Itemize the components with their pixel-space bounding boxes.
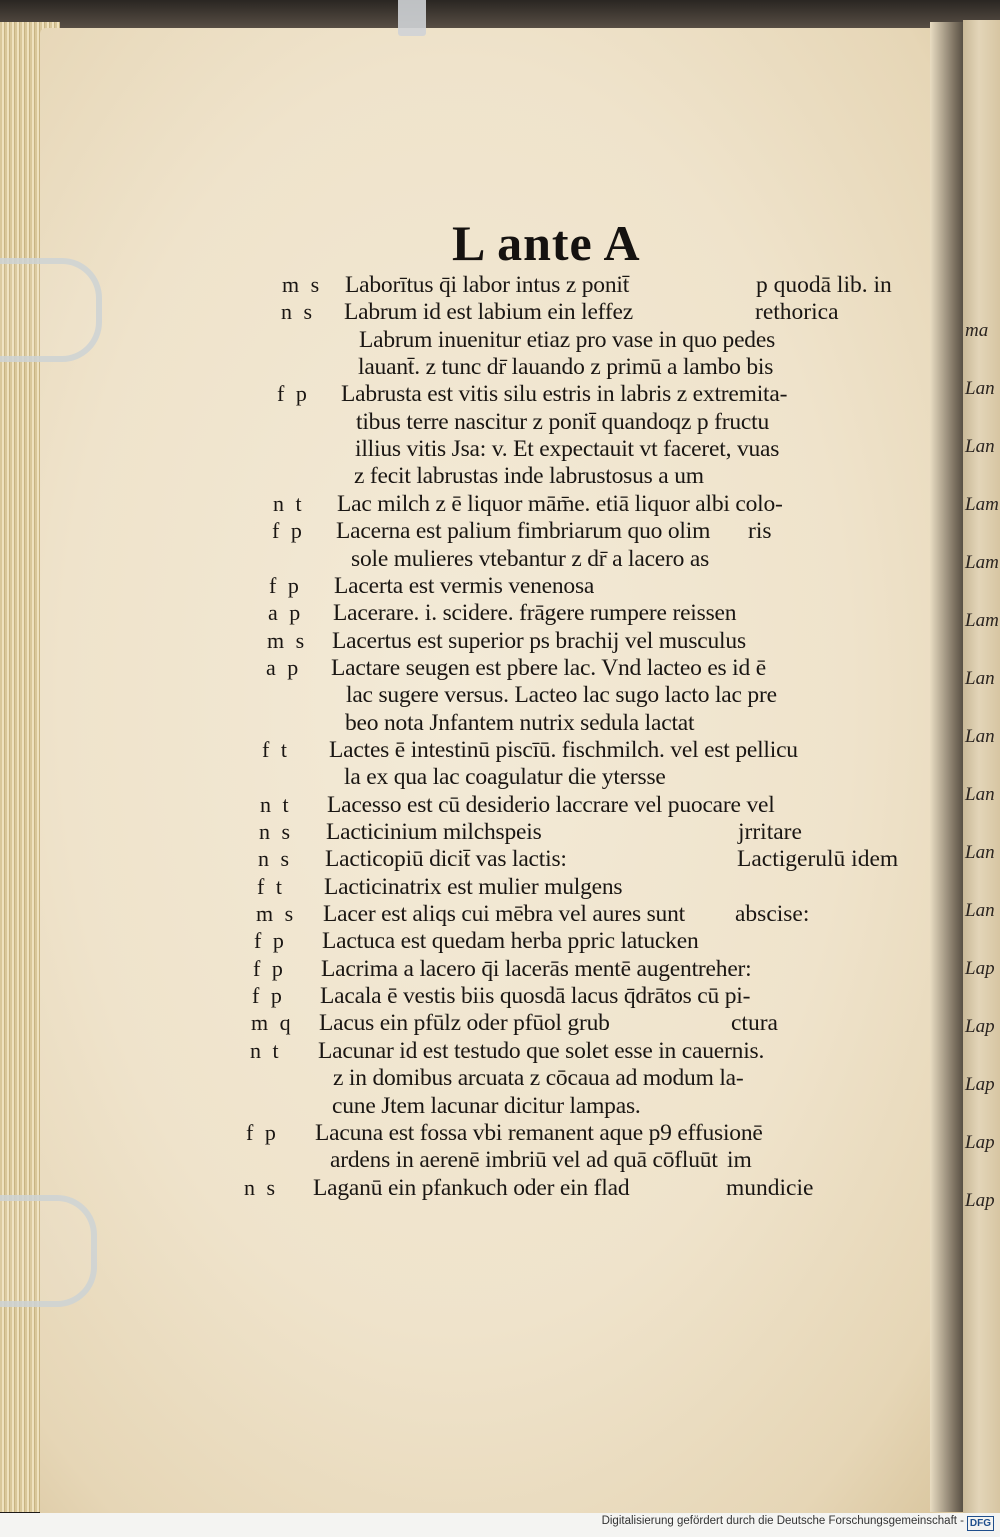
adjacent-page-text: Lap <box>965 958 995 979</box>
entry-text: Lacrima a lacero q̄i lacerās mentē augentreher: <box>321 956 752 982</box>
entry-text: Lactare seugen est pbere lac. Vnd lacteo es id ē <box>331 655 766 681</box>
margin-word: mundicie <box>726 1175 814 1201</box>
grammar-code: f p <box>272 518 305 543</box>
margin-word: abscise: <box>735 901 810 927</box>
entry-text: la ex qua lac coagulatur die ytersse <box>344 764 666 790</box>
page-clip-top <box>0 258 102 362</box>
entry-text: Lacerta est vermis venenosa <box>334 573 595 599</box>
grammar-code: f p <box>254 928 287 953</box>
entry-text: Lac milch z ē liquor mām̄e. etiā liquor albi colo- <box>337 491 783 517</box>
page-heading: L ante A <box>452 215 641 271</box>
adjacent-page-text: Lap <box>965 1132 995 1153</box>
entry-text: Labrum inuenitur etiaz pro vase in quo pedes <box>359 327 776 353</box>
adjacent-page-text: Lap <box>965 1074 995 1095</box>
entry-text: Lacesso est cū desiderio laccrare vel puocare vel <box>327 792 775 818</box>
margin-word: im <box>727 1147 752 1173</box>
entry-text: Lacerna est palium fimbriarum quo olim <box>336 518 711 544</box>
grammar-code: n s <box>281 299 316 324</box>
grammar-code: f t <box>257 874 285 899</box>
adjacent-page-text: ma <box>965 320 989 341</box>
entry-text: cune Jtem lacunar dicitur lampas. <box>332 1093 641 1119</box>
grammar-code: m s <box>256 901 297 926</box>
adjacent-page-text: Lan <box>965 378 995 399</box>
entry-text: Lacertus est superior ps brachij vel musculus <box>332 628 746 654</box>
adjacent-page-text: Lan <box>965 436 995 457</box>
entry-text: Labrum id est labium ein leffez <box>344 299 633 325</box>
margin-word: ctura <box>731 1010 778 1036</box>
adjacent-page-text: Lan <box>965 842 995 863</box>
grammar-code: n t <box>273 491 305 516</box>
grammar-code: n t <box>250 1038 282 1063</box>
adjacent-page-text: Lap <box>965 1190 995 1211</box>
grammar-code: n s <box>259 819 294 844</box>
grammar-code: n s <box>244 1175 279 1200</box>
adjacent-page-text: Lap <box>965 1016 995 1037</box>
margin-word: jrritare <box>738 819 802 845</box>
entry-text: z in domibus arcuata z cōcaua ad modum la- <box>333 1065 744 1091</box>
grammar-code: a p <box>266 655 302 680</box>
adjacent-page-text: Lan <box>965 784 995 805</box>
dfg-logo: DFG <box>967 1516 994 1531</box>
page-clip-bottom <box>0 1195 97 1307</box>
entry-text: Lactes ē intestinū piscīū. fischmilch. vel est pellicu <box>329 737 798 763</box>
adjacent-page-text: Lam <box>965 610 999 631</box>
entry-text: illius vitis Jsa: v. Et expectauit vt faceret, vuas <box>355 436 780 462</box>
grammar-code: a p <box>268 600 304 625</box>
entry-text: sole mulieres vtebantur z dr̄ a lacero as <box>351 546 710 572</box>
adjacent-page <box>963 20 1000 1515</box>
margin-word: rethorica <box>755 299 839 325</box>
entry-text: Lacer est aliqs cui mēbra vel aures sunt <box>323 901 685 927</box>
adjacent-page-text: Lan <box>965 900 995 921</box>
entry-text: lauant̄. z tunc dr̄ lauando z primū a lambo bis <box>358 354 774 380</box>
entry-text: Lacala ē vestis biis quosdā lacus q̄drātos cū pi- <box>320 983 751 1009</box>
entry-text: Lacticinatrix est mulier mulgens <box>324 874 623 900</box>
entry-text: beo nota Jnfantem nutrix sedula lactat <box>345 710 695 736</box>
grammar-code: m s <box>267 628 308 653</box>
adjacent-page-text: Lam <box>965 552 999 573</box>
grammar-code: f p <box>277 381 310 406</box>
margin-word: ris <box>748 518 772 544</box>
entry-text: Lacticopiū dicit̄ vas lactis: <box>325 846 567 872</box>
margin-word: p quodā lib. in <box>756 272 892 298</box>
grammar-code: f p <box>269 573 302 598</box>
entry-text: lac sugere versus. Lacteo lac sugo lacto lac pre <box>346 682 777 708</box>
entry-text: Lactuca est quedam herba ppric latucken <box>322 928 699 954</box>
entry-text: tibus terre nascitur z ponit̄ quandoqz p fructu <box>356 409 770 435</box>
entry-text: Lacerare. i. scidere. frāgere rumpere reissen <box>333 600 737 626</box>
entry-text: Laganū ein pfankuch oder ein flad <box>313 1175 630 1201</box>
grammar-code: m s <box>282 272 323 297</box>
adjacent-page-text: Lan <box>965 668 995 689</box>
grammar-code: m q <box>251 1010 294 1035</box>
adjacent-page-text: Lan <box>965 726 995 747</box>
entry-text: Lacuna est fossa vbi remanent aque p9 effusionē <box>315 1120 763 1146</box>
book-top-edge <box>0 0 1000 30</box>
grammar-code: n t <box>260 792 292 817</box>
adjacent-page-text: Lam <box>965 494 999 515</box>
footer-bar <box>0 1513 1000 1537</box>
entry-text: ardens in aerenē imbriū vel ad quā cōfluūt <box>330 1147 718 1173</box>
grammar-code: f t <box>262 737 290 762</box>
bookmark-tab <box>398 0 426 36</box>
entry-text: Lacunar id est testudo que solet esse in cauernis. <box>318 1038 765 1064</box>
entry-text: Laborītus q̄i labor intus z ponit̄ <box>345 272 630 298</box>
grammar-code: n s <box>258 846 293 871</box>
grammar-code: f p <box>246 1120 279 1145</box>
entry-text: z fecit labrustas inde labrustosus a um <box>354 463 704 489</box>
credit-text: Digitalisierung gefördert durch die Deutsche Forschungsgemeinschaft - <box>601 1515 964 1527</box>
margin-word: Lactigerulū idem <box>737 846 899 872</box>
entry-text: Lacticinium milchspeis <box>326 819 542 845</box>
entry-text: Lacus ein pfūlz oder pfūol grub <box>319 1010 610 1036</box>
grammar-code: f p <box>252 983 285 1008</box>
entry-text: Labrusta est vitis silu estris in labris z extremita- <box>341 381 788 407</box>
grammar-code: f p <box>253 956 286 981</box>
